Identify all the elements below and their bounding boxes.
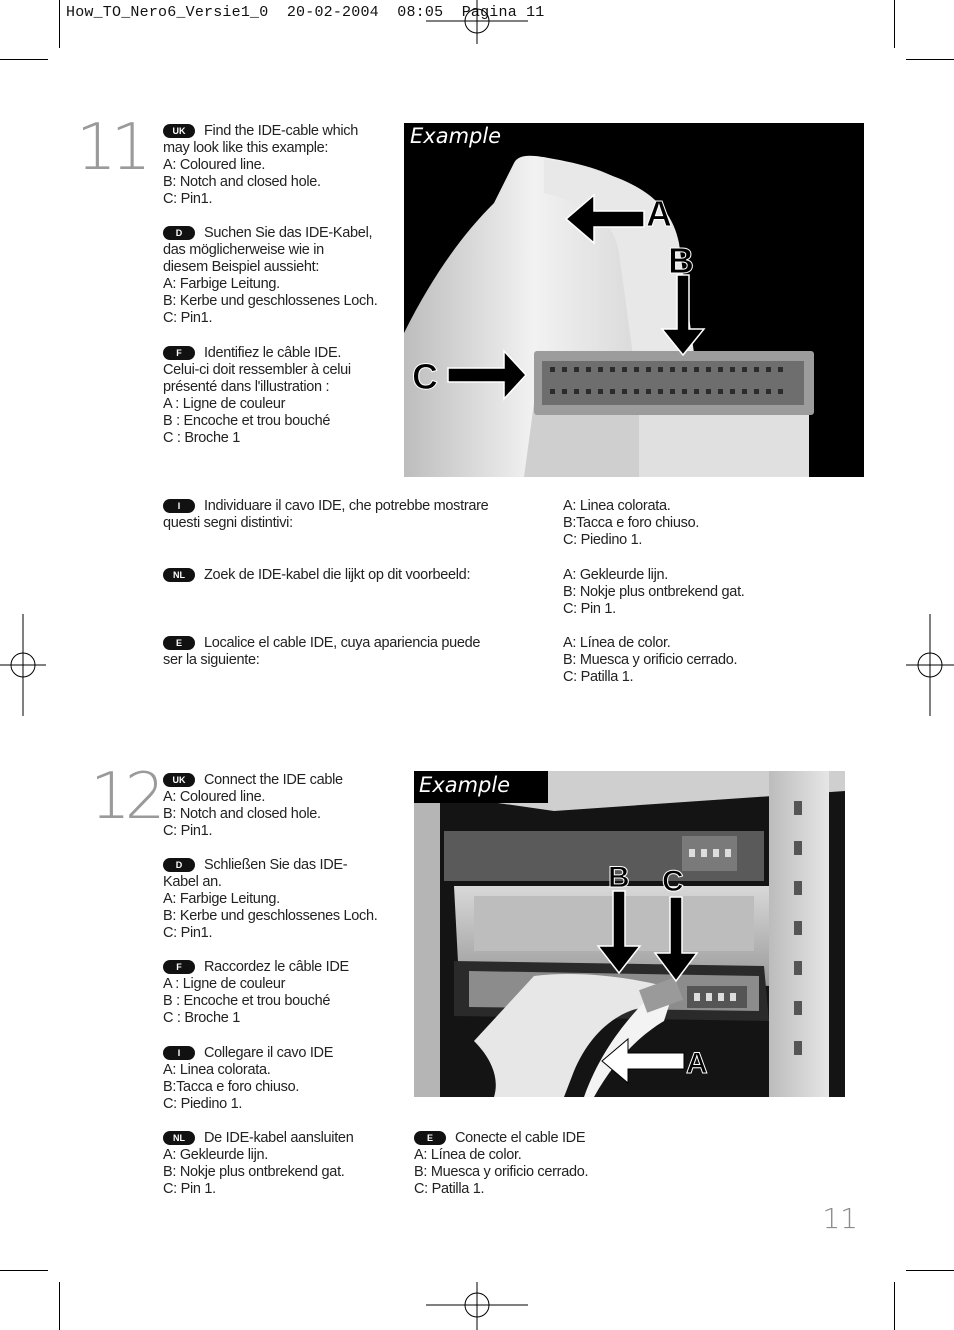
instruction-fr — [163, 345, 351, 447]
text-line: A: Coloured line. — [163, 789, 266, 805]
header-page-label: Pagina 11 — [461, 4, 545, 21]
step-number-11: 11 — [76, 111, 146, 185]
instruction-nl — [163, 1130, 353, 1198]
registration-mark-top — [426, 0, 528, 44]
text-line: A: Linea colorata. — [163, 1062, 271, 1078]
instruction-uk — [163, 772, 343, 840]
callout-label-b: B — [668, 240, 694, 281]
text-line: B : Encoche et trou bouché — [163, 993, 331, 1009]
instruction-fr — [163, 959, 349, 1027]
text-line: A : Ligne de couleur — [163, 976, 286, 992]
language-badge: D — [163, 858, 195, 872]
text-line: B: Muesca y orificio cerrado. — [414, 1164, 589, 1180]
text-line: C : Broche 1 — [163, 1010, 240, 1026]
text-line: Suchen Sie das IDE-Kabel, — [204, 225, 373, 241]
crop-mark — [906, 1270, 954, 1271]
text-line: Localice el cable IDE, cuya apariencia puede — [204, 635, 481, 651]
text-line: A : Ligne de couleur — [163, 396, 286, 412]
text-line: Individuare il cavo IDE, che potrebbe mostrare — [204, 498, 489, 514]
text-line: C: Pin 1. — [163, 1181, 216, 1197]
text-line: B : Encoche et trou bouché — [163, 413, 331, 429]
text-line: A: Farbige Leitung. — [163, 891, 280, 907]
text-line: Connect the IDE cable — [204, 772, 343, 788]
text-line: B: Notch and closed hole. — [163, 174, 321, 190]
text-line: A: Farbige Leitung. — [163, 276, 280, 292]
instruction-de — [163, 225, 378, 327]
text-line: C: Patilla 1. — [414, 1181, 485, 1197]
text-line: Identifiez le câble IDE. — [204, 345, 342, 361]
crop-mark — [0, 59, 48, 60]
text-line: De IDE-kabel aansluiten — [204, 1130, 354, 1146]
text-line: B: Kerbe und geschlossenes Loch. — [163, 293, 378, 309]
header-filename: How_TO_Nero6_Versie1_0 — [66, 4, 269, 21]
language-badge: E — [414, 1131, 446, 1145]
language-badge: E — [163, 636, 195, 650]
example-label: Example — [419, 773, 511, 797]
text-line: Zoek de IDE-kabel die lijkt op dit voorbeeld: — [204, 567, 471, 583]
instruction-it — [163, 1045, 333, 1113]
text-line: B:Tacca e foro chiuso. — [163, 1079, 300, 1095]
text-line: C: Piedino 1. — [563, 532, 643, 548]
instruction-nl — [163, 567, 470, 584]
text-line: C: Pin1. — [163, 925, 213, 941]
registration-mark-right — [906, 614, 954, 716]
crop-mark — [59, 1282, 60, 1330]
page-number: 11 — [822, 1202, 858, 1235]
crop-mark — [894, 0, 895, 48]
language-badge: F — [163, 960, 195, 974]
callout-label-a: A — [686, 1047, 708, 1080]
drive-connection-photo — [414, 771, 845, 1097]
step-number-12: 12 — [90, 760, 160, 834]
text-line: Schließen Sie das IDE- — [204, 857, 348, 873]
text-line: questi segni distintivi: — [163, 515, 293, 531]
text-line: A: Línea de color. — [414, 1147, 522, 1163]
text-line: Kabel an. — [163, 874, 222, 890]
text-line: C: Patilla 1. — [563, 669, 634, 685]
text-line: présenté dans l'illustration : — [163, 379, 330, 395]
callout-label-b: B — [608, 861, 630, 894]
drive-connection-illustration — [414, 771, 845, 1097]
list-it — [563, 498, 699, 549]
instruction-it — [163, 498, 488, 532]
language-badge: UK — [163, 124, 195, 138]
text-line: C: Pin1. — [163, 310, 213, 326]
text-line: B: Kerbe und geschlossenes Loch. — [163, 908, 378, 924]
text-line: B: Nokje plus ontbrekend gat. — [163, 1164, 345, 1180]
language-badge: D — [163, 226, 195, 240]
text-line: C : Broche 1 — [163, 430, 240, 446]
callout-label-c: C — [662, 865, 684, 898]
text-line: diesem Beispiel aussieht: — [163, 259, 320, 275]
list-nl — [563, 567, 745, 618]
registration-mark-left — [0, 614, 46, 716]
crop-mark — [59, 0, 60, 48]
text-line: A: Linea colorata. — [563, 498, 671, 514]
language-badge: I — [163, 1046, 195, 1060]
text-line: B: Notch and closed hole. — [163, 806, 321, 822]
text-line: Conecte el cable IDE — [455, 1130, 586, 1146]
instruction-de — [163, 857, 378, 942]
language-badge: NL — [163, 1131, 195, 1145]
text-line: Celui-ci doit ressembler à celui — [163, 362, 351, 378]
instruction-es — [163, 635, 480, 669]
crop-mark — [906, 59, 954, 60]
text-line: C: Piedino 1. — [163, 1096, 243, 1112]
example-label: Example — [410, 124, 502, 148]
instruction-uk — [163, 123, 358, 208]
text-line: ser la siguiente: — [163, 652, 260, 668]
callout-label-c: C — [412, 356, 438, 397]
ide-cable-illustration — [404, 123, 864, 477]
header-date: 20-02-2004 — [286, 4, 379, 21]
language-badge: F — [163, 346, 195, 360]
language-badge: NL — [163, 568, 195, 582]
language-badge: UK — [163, 773, 195, 787]
text-line: A: Línea de color. — [563, 635, 671, 651]
text-line: A: Gekleurde lijn. — [163, 1147, 269, 1163]
text-line: B: Nokje plus ontbrekend gat. — [563, 584, 745, 600]
text-line: Find the IDE-cable which — [204, 123, 358, 139]
text-line: das möglicherweise wie in — [163, 242, 324, 258]
text-line: B:Tacca e foro chiuso. — [563, 515, 700, 531]
text-line: Raccordez le câble IDE — [204, 959, 349, 975]
callout-label-a: A — [646, 193, 672, 234]
list-es — [563, 635, 737, 686]
ide-cable-photo — [404, 123, 864, 477]
header-time: 08:05 — [397, 4, 444, 21]
text-line: C: Pin 1. — [563, 601, 616, 617]
text-line: A: Gekleurde lijn. — [563, 567, 669, 583]
language-badge: I — [163, 499, 195, 513]
text-line: Collegare il cavo IDE — [204, 1045, 334, 1061]
text-line: B: Muesca y orificio cerrado. — [563, 652, 738, 668]
text-line: A: Coloured line. — [163, 157, 266, 173]
registration-mark-bottom — [426, 1282, 528, 1330]
crop-mark — [894, 1282, 895, 1330]
crop-mark — [0, 1270, 48, 1271]
text-line: C: Pin1. — [163, 191, 213, 207]
text-line: may look like this example: — [163, 140, 329, 156]
instruction-es — [414, 1130, 588, 1198]
text-line: C: Pin1. — [163, 823, 213, 839]
